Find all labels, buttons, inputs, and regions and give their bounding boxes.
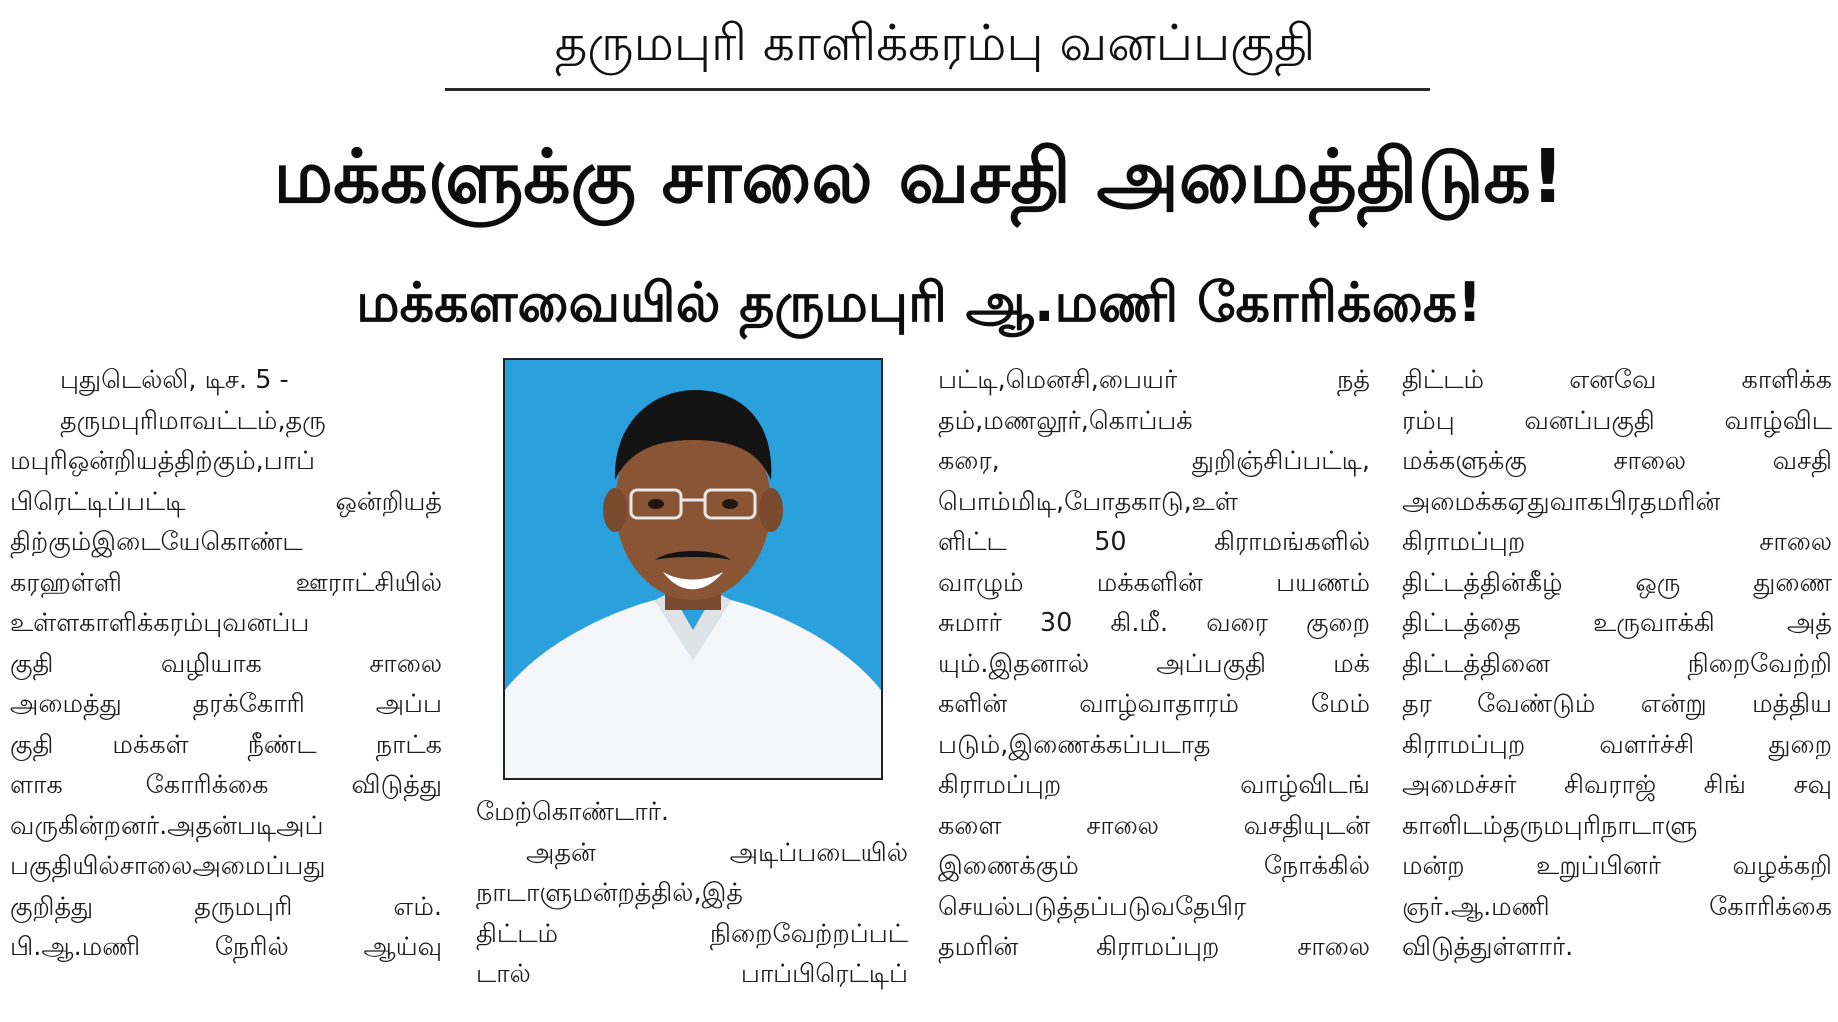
body-line: உள்ளகாளிக்கரம்புவனப்ப — [10, 608, 310, 638]
body-line: கிராமப்புற சாலை — [1402, 527, 1832, 557]
body-line: வாழும் மக்களின் பயணம் — [938, 567, 1370, 598]
body-line: களின் வாழ்வாதாரம் மேம் — [938, 689, 1370, 719]
body-line: பொம்மிடி,போதகாடு,உள் — [938, 486, 1238, 517]
body-line: வருகின்றனர்.அதன்படிஅப் — [10, 810, 324, 841]
body-line: ஞர்.ஆ.மணி கோரிக்கை — [1402, 891, 1832, 922]
body-line: அமைச்சர் சிவராஜ் சிங் சவு — [1402, 770, 1832, 800]
body-line: ளாக கோரிக்கை விடுத்து — [10, 770, 442, 800]
body-line: பட்டி,மெனசி,பையர் நத் — [938, 365, 1370, 395]
body-line: தம்,மணலூர்,கொப்பக் — [938, 405, 1193, 436]
article-subhead: மக்களவையில் தருமபுரி ஆ.மணி கோரிக்கை! — [356, 271, 1482, 334]
body-line: கிராமப்புற வளர்ச்சி துறை — [1402, 729, 1832, 760]
body-line: குதி மக்கள் நீண்ட நாட்க — [10, 729, 442, 760]
body-line: ளிட்ட 50 கிராமங்களில் — [938, 527, 1370, 557]
article-kicker: தருமபுரி காளிக்கரம்பு வனப்பகுதி — [554, 14, 1316, 72]
body-line: அதன் அடிப்படையில் — [526, 837, 908, 868]
portrait-photo — [503, 358, 883, 780]
body-line: சுமார் 30 கி.மீ. வரை குறை — [938, 608, 1370, 638]
kicker-underline — [445, 88, 1430, 91]
body-line: பி.ஆ.மணி நேரில் ஆய்வு — [10, 932, 442, 962]
body-line: தமரின் கிராமப்புற சாலை — [938, 932, 1370, 962]
body-line: குறித்து தருமபுரி எம். — [10, 891, 442, 922]
body-line: நாடாளுமன்றத்தில்,இத் — [476, 878, 743, 908]
body-line: டால் பாப்பிரெட்டிப் — [476, 959, 908, 989]
body-line: பிரெட்டிப்பட்டி ஒன்றியத் — [10, 486, 442, 517]
body-line: மேற்கொண்டார். — [476, 797, 669, 827]
body-line: படும்,இணைக்கப்படாத — [938, 729, 1211, 760]
body-line: செயல்படுத்தப்படுவதேபிர — [938, 891, 1247, 922]
body-line: கானிடம்தருமபுரிநாடாளு — [1402, 810, 1698, 841]
column-1 — [10, 360, 442, 968]
body-line: விடுத்துள்ளார். — [1402, 932, 1574, 962]
body-line: கரஹள்ளி ஊராட்சியில் — [10, 567, 442, 598]
body-line: யும்.இதனால் அப்பகுதி மக் — [938, 648, 1370, 679]
body-line: மக்களுக்கு சாலை வசதி — [1402, 446, 1832, 476]
body-line: மன்ற உறுப்பினர் வழக்கறி — [1402, 851, 1832, 881]
body-line: கரை, துறிஞ்சிப்பட்டி, — [938, 446, 1370, 476]
body-line: அமைக்கஏதுவாகபிரதமரின் — [1402, 486, 1721, 517]
column-3 — [938, 360, 1370, 968]
body-line: கிராமப்புற வாழ்விடங் — [938, 770, 1370, 800]
column-2 — [476, 792, 908, 995]
column-4 — [1402, 360, 1832, 968]
body-line: தர வேண்டும் என்று மத்திய — [1402, 689, 1832, 719]
body-line: பகுதியில்சாலைஅமைப்பது — [10, 851, 326, 881]
body-line: மபுரிஒன்றியத்திற்கும்,பாப் — [10, 446, 316, 476]
body-line: இணைக்கும் நோக்கில் — [938, 851, 1370, 881]
body-line: திற்கும்இடையேகொண்ட — [10, 527, 303, 557]
article-headline: மக்களுக்கு சாலை வசதி அமைத்திடுக! — [273, 134, 1565, 220]
dateline: புதுடெல்லி, டிச. 5 - — [60, 365, 289, 395]
body-line: குதி வழியாக சாலை — [10, 648, 442, 679]
body-line: திட்டத்தை உருவாக்கி அத் — [1402, 608, 1832, 638]
body-line: அமைத்து தரக்கோரி அப்ப — [10, 689, 442, 719]
body-line: திட்டம் நிறைவேற்றப்பட் — [476, 918, 908, 949]
body-line: தருமபுரிமாவட்டம்,தரு — [60, 405, 326, 436]
body-line: திட்டம் எனவே காளிக்க — [1402, 365, 1832, 395]
body-line: திட்டத்தின்கீழ் ஒரு துணை — [1402, 567, 1832, 598]
body-line: களை சாலை வசதியுடன் — [938, 810, 1370, 841]
body-line: திட்டத்தினை நிறைவேற்றி — [1402, 648, 1832, 679]
body-line: ரம்பு வனப்பகுதி வாழ்விட — [1402, 405, 1832, 436]
